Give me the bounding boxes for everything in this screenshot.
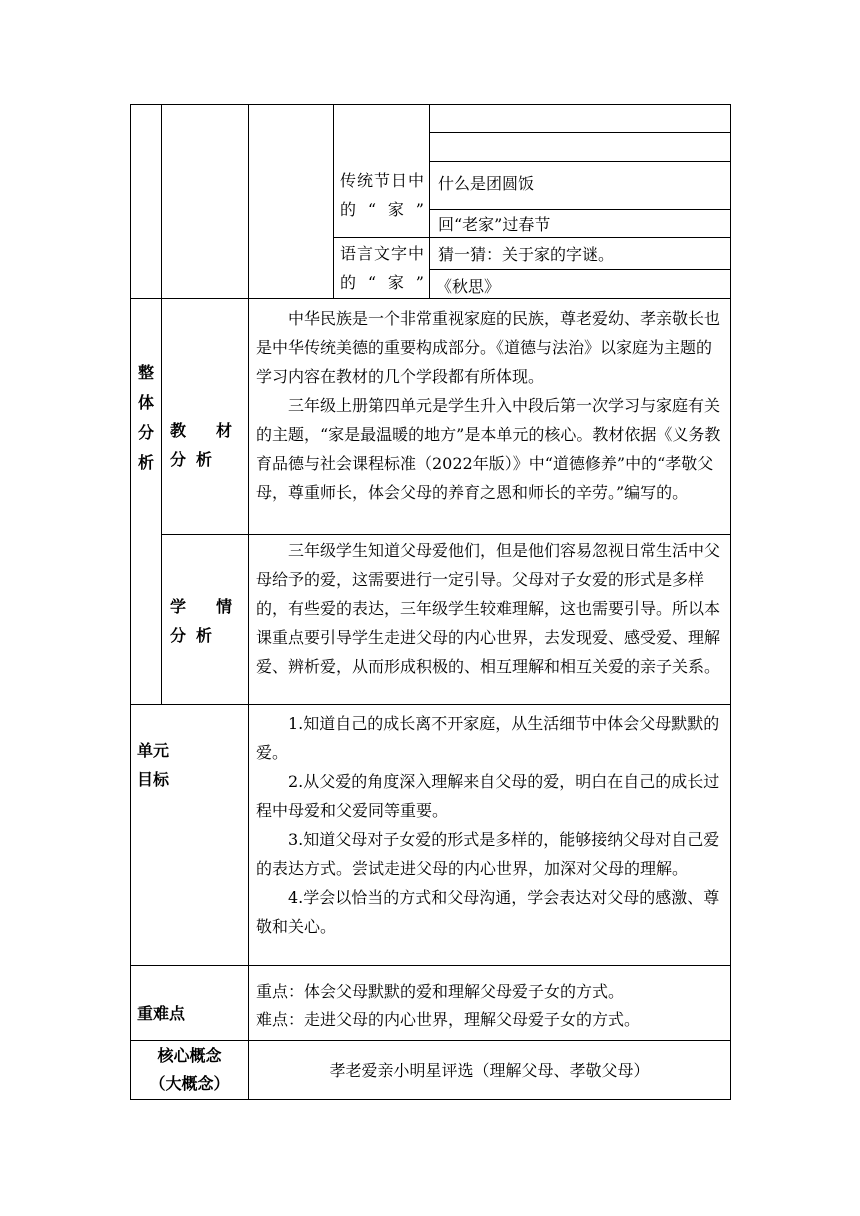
goal-3: 3.知道父母对子女爱的形式是多样的，能够接纳父母对自己爱的表达方式。尝试走进父母的内心世界，加深对父母的理解。	[256, 830, 720, 878]
item-reunion-dinner: 什么是团圆饭	[438, 174, 535, 193]
student-analysis-content	[256, 536, 722, 681]
unit-goals-content	[256, 709, 722, 941]
goal-1: 1.知道自己的成长离不开家庭，从生活细节中体会父母默默的爱。	[256, 714, 720, 762]
topic-traditional-festival: 传统节日中的“家”	[340, 171, 424, 219]
unit-goals-label-line1: 单元	[137, 741, 170, 760]
core-concept-label-line2: （大概念）	[149, 1074, 230, 1093]
textbook-paragraph-2: 三年级上册第四单元是学生升入中段后第一次学习与家庭有关的主题，“家是最温暖的地方”是本单元的核心。教材依据《义务教育品德与社会课程标准（2022年版）》中“道德修养”中的“孝敬父母，尊重师长，体会父母的养育之恩和师长的辛劳。”编写的。	[256, 396, 721, 502]
textbook-analysis-content	[256, 304, 722, 507]
unit-goals-label	[137, 736, 237, 794]
student-analysis-label: 学情分析	[170, 597, 242, 645]
core-concept-label-line1: 核心概念	[157, 1046, 222, 1065]
key-points-label: 重难点	[137, 1004, 186, 1023]
textbook-paragraph-1: 中华民族是一个非常重视家庭的民族，尊老爱幼、孝亲敬长也是中华传统美德的重要构成部分。《道德与法治》以家庭为主题的学习内容在教材的几个学段都有所体现。	[256, 309, 721, 386]
key-difficulty: 难点：走进父母的内心世界，理解父母爱子女的方式。	[256, 1010, 641, 1029]
overall-analysis-label: 整体分析	[137, 363, 154, 472]
key-points-content	[256, 978, 722, 1034]
core-concept-label	[131, 1042, 248, 1098]
goal-2: 2.从父爱的角度深入理解来自父母的爱，明白在自己的成长过程中母爱和父爱同等重要。	[256, 772, 720, 820]
topic-language-characters: 语言文字中的“家”	[340, 244, 424, 292]
goal-4: 4.学会以恰当的方式和父母沟通，学会表达对父母的感激、尊敬和关心。	[256, 888, 720, 936]
key-focus: 重点：体会父母默默的爱和理解父母爱子女的方式。	[256, 982, 625, 1001]
textbook-analysis-label: 教材分析	[170, 421, 242, 469]
item-riddle: 猜一猜：关于家的字谜。	[438, 245, 615, 264]
item-spring-festival: 回“老家”过春节	[438, 215, 551, 234]
unit-goals-label-line2: 目标	[137, 770, 170, 789]
student-paragraph-1: 三年级学生知道父母爱他们，但是他们容易忽视日常生活中父母给予的爱，这需要进行一定引导。父母对子女爱的形式是多样的，有些爱的表达，三年级学生较难理解，这也需要引导。所以本课重点要引导学生走进父母的内心世界，去发现爱、感受爱、理解爱、辨析爱，从而形成积极的、相互理解和相互关爱的亲子关系。	[256, 541, 721, 676]
item-qiusi: 《秋思》	[436, 277, 501, 296]
core-concept-value: 孝老爱亲小明星评选（理解父母、孝敬父母）	[329, 1061, 650, 1080]
